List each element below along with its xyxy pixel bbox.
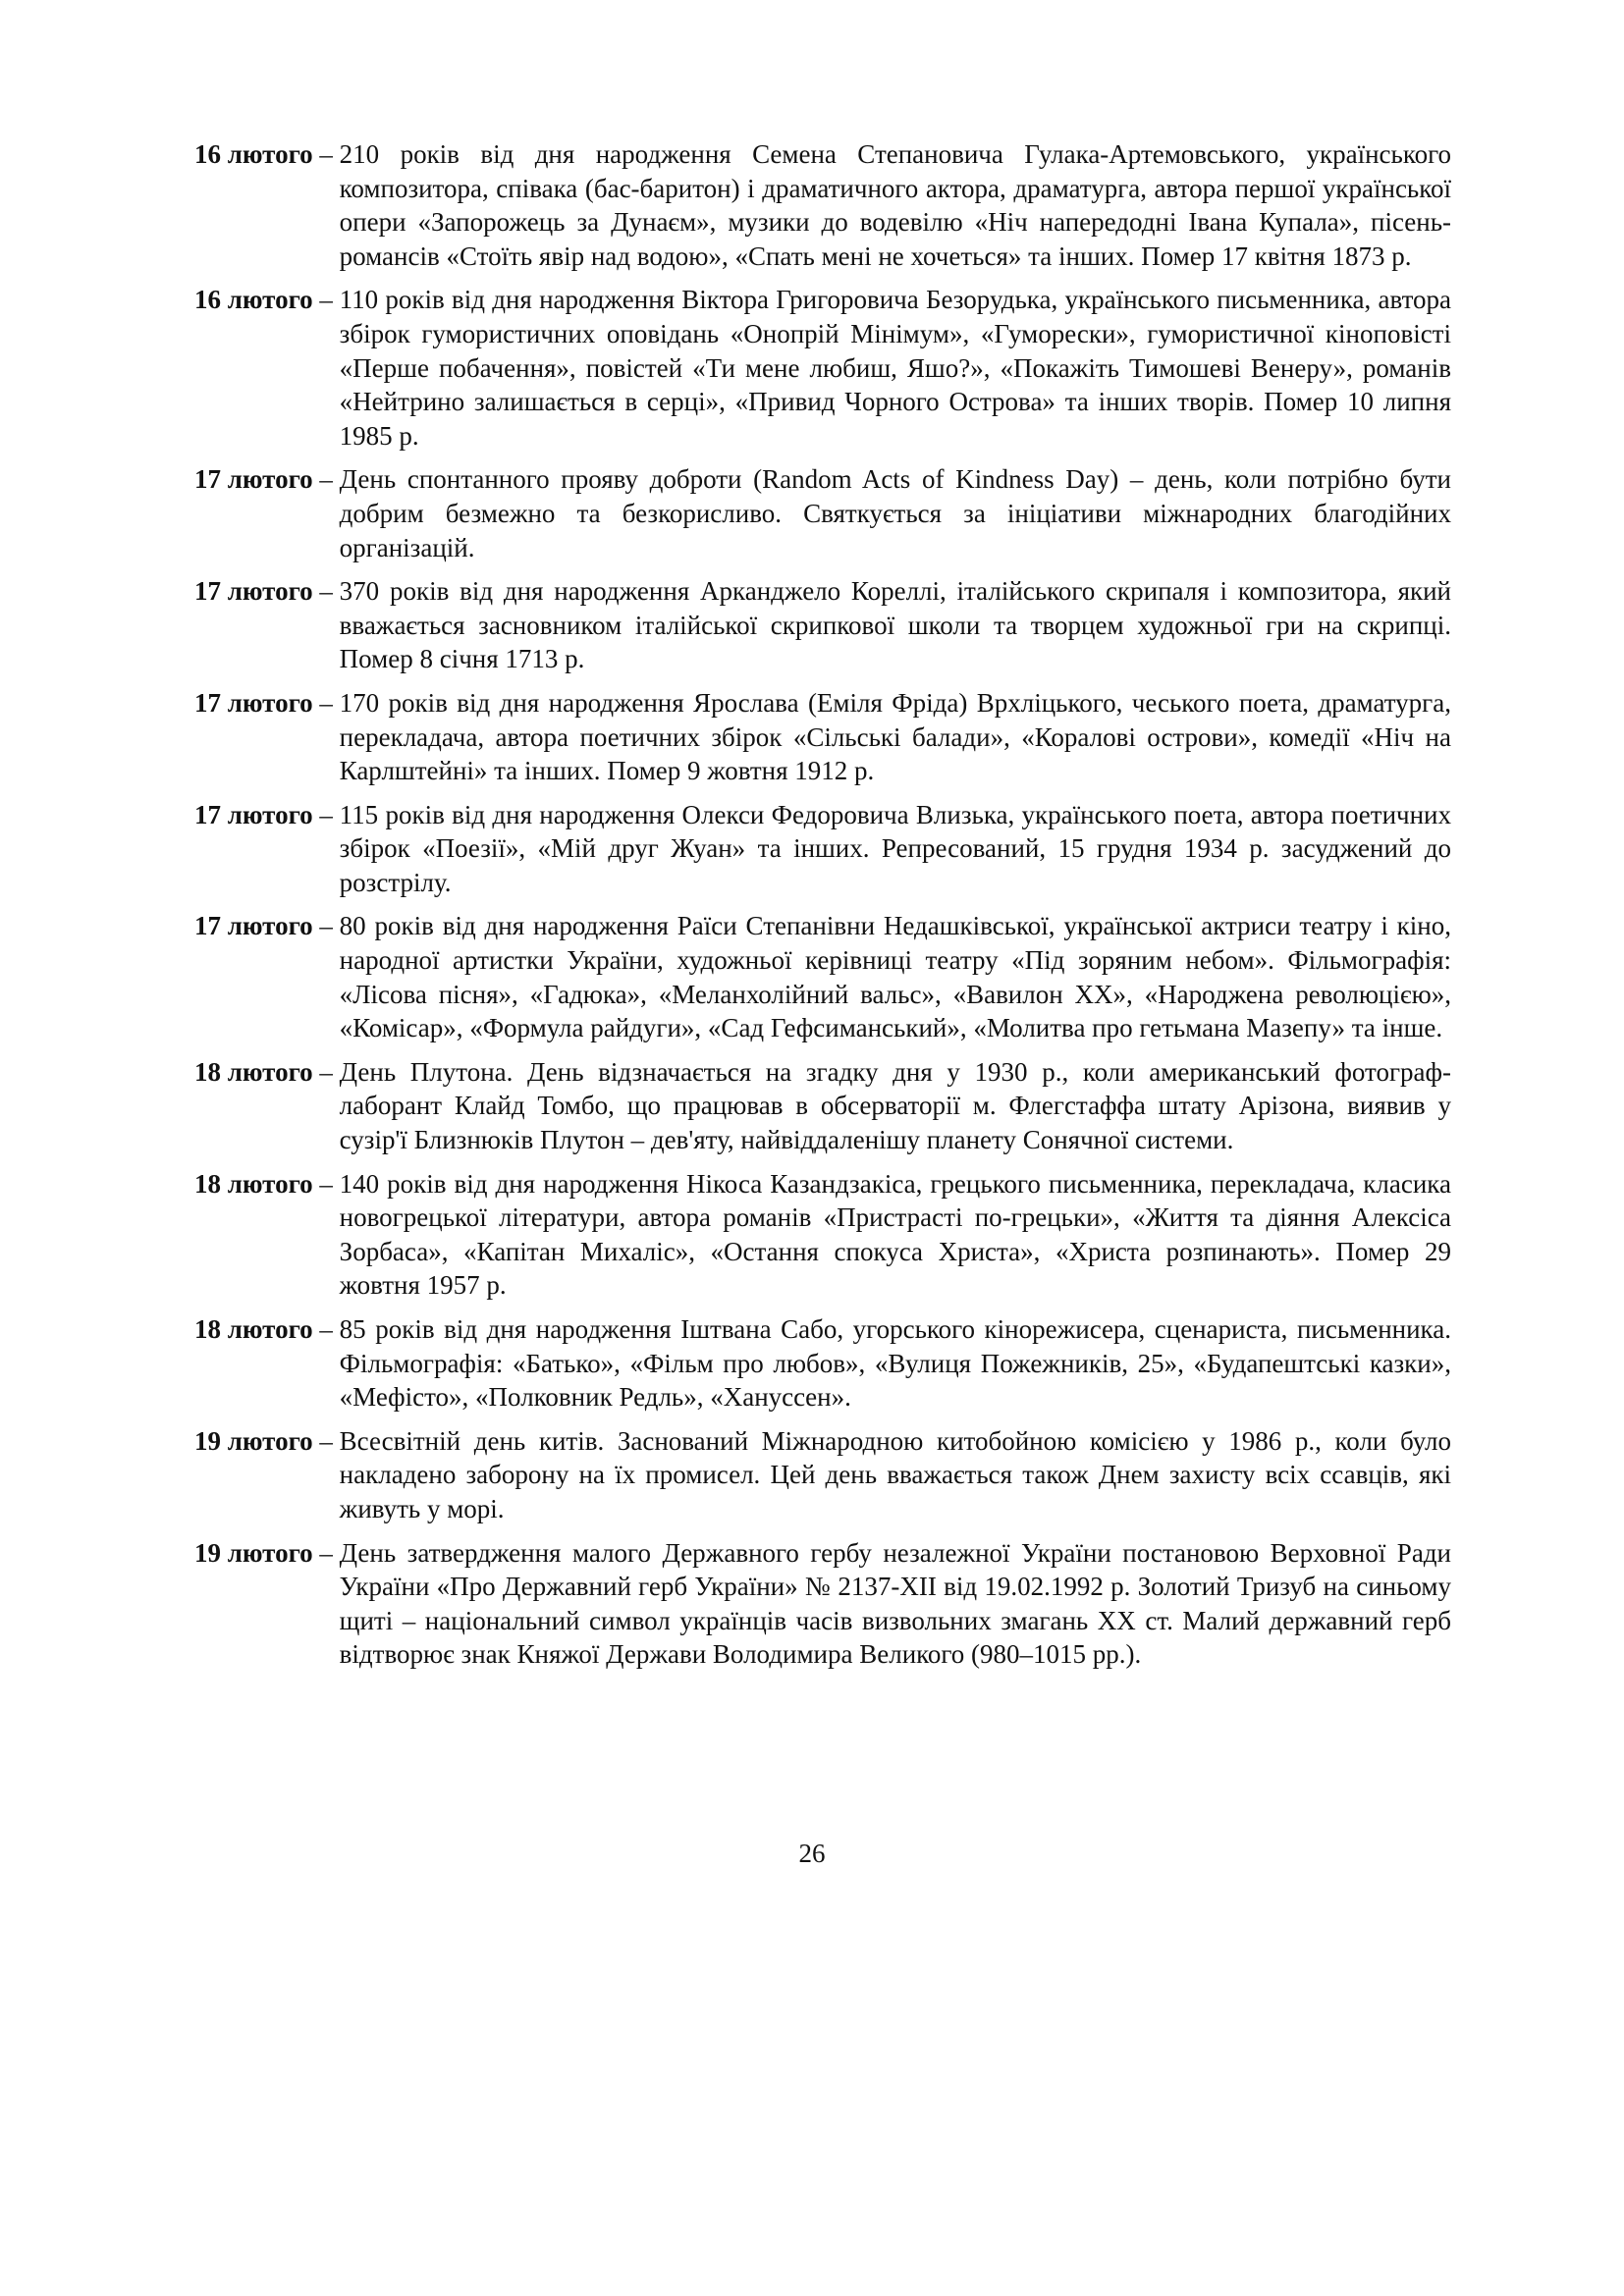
entry-date: 18 лютого xyxy=(194,1314,313,1344)
entry-text: 110 років від дня народження Віктора Григоровича Безорудька, українського письменника, автора збірок гумористичних оповідань «Онопрій Мінімум», «Гуморески», гумористичної кіноповісті «Перше побачення», повістей «Ти мене любиш, Яшо?», «Покажіть Тимошеві Венеру», романів «Нейтрино залишається в серці», «Привид Чорного Острова» та інших творів. Помер 10 липня 1985 р. xyxy=(339,285,1451,451)
entry-date: 16 лютого xyxy=(194,285,313,315)
entry-text: 115 років від дня народження Олекси Федоровича Влизька, українського поета, автора поетичних збірок «Поезії», «Мій друг Жуан» та інших. Репресований, 15 грудня 1934 р. засуджений до розстрілу. xyxy=(339,799,1451,897)
entry-dash: – xyxy=(312,1425,340,1456)
entry-dash: – xyxy=(312,1056,340,1087)
calendar-entry xyxy=(194,283,1451,453)
calendar-entry xyxy=(194,798,1451,900)
entry-dash: – xyxy=(312,1314,340,1344)
entry-text: 370 років від дня народження Арканджело Кореллі, італійського скрипаля і композитора, який вважається засновником італійської скрипкової школи та творцем художньої гри на скрипці. Помер 8 січня 1713 р. xyxy=(339,576,1451,674)
entry-text: 170 років від дня народження Ярослава (Еміля Фріда) Врхліцького, чеського поета, драматурга, перекладача, автора поетичних збірок «Сільські балади», «Коралові острови», комедії «Ніч на Карлштейні» та інших. Помер 9 жовтня 1912 р. xyxy=(339,687,1451,786)
entry-dash: – xyxy=(312,139,340,169)
calendar-entry xyxy=(194,1312,1451,1415)
entry-date: 18 лютого xyxy=(194,1168,313,1199)
calendar-entry xyxy=(194,909,1451,1044)
entry-text: 85 років від дня народження Іштвана Сабо, угорського кінорежисера, сценариста, письменника. Фільмографія: «Батько», «Фільм про любов», «Вулиця Пожежників, 25», «Будапештські казки», «Мефісто», «Полковник Редль», «Ханусcен». xyxy=(339,1314,1451,1413)
entry-dash: – xyxy=(312,1537,340,1568)
entry-date: 17 лютого xyxy=(194,799,313,829)
calendar-page xyxy=(194,137,1451,1682)
entry-text: День спонтанного прояву доброти (Random Acts of Kindness Day) – день, коли потрібно бути добрим безмежно та безкорисливо. Святкується за ініціативи міжнародних благодійних організацій. xyxy=(339,464,1451,562)
entry-dash: – xyxy=(312,464,340,495)
calendar-entry xyxy=(194,574,1451,676)
entry-text: День Плутона. День відзначається на згадку дня у 1930 р., коли американський фотограф-лаборант Клайд Томбо, що працював в обсерваторії м. Флегстаффа штату Арізона, виявив у сузір'ї Близнюків Плутон – дев'яту, найвіддаленішу планету Сонячної системи. xyxy=(339,1056,1451,1155)
entry-dash: – xyxy=(312,576,340,607)
entry-date: 19 лютого xyxy=(194,1537,313,1568)
entry-date: 17 лютого xyxy=(194,911,313,941)
calendar-entry xyxy=(194,1424,1451,1526)
entry-date: 19 лютого xyxy=(194,1425,313,1456)
calendar-entry xyxy=(194,137,1451,273)
calendar-entry xyxy=(194,1055,1451,1157)
entry-date: 17 лютого xyxy=(194,464,313,495)
entry-date: 17 лютого xyxy=(194,576,313,607)
entry-date: 16 лютого xyxy=(194,139,313,169)
entry-date: 18 лютого xyxy=(194,1056,313,1087)
entry-text: 210 років від дня народження Семена Степановича Гулака-Артемовського, українського композитора, співака (бас-баритон) і драматичного актора, драматурга, автора першої української опери «Запорожець за Дунаєм», музики до водевілю «Ніч напередодні Івана Купала», пісень-романсів «Стоїть явір над водою», «Спать мені не хочеться» та інших. Помер 17 квітня 1873 р. xyxy=(339,139,1451,271)
entry-text: Всесвітній день китів. Заснований Міжнародною китобойною комісією у 1986 р., коли було накладено заборону на їх промисел. Цей день вважається також Днем захисту всіх ссавців, які живуть у морі. xyxy=(339,1425,1451,1523)
entry-text: 80 років від дня народження Раїси Степанівни Недашківської, української актриси театру і кіно, народної артистки України, художньої керівниці театру «Під зоряним небом». Фільмографія: «Лісова пісня», «Гадюка», «Меланхолійний вальс», «Вавилон ХХ», «Народжена революцією», «Комісар», «Формула райдуги», «Сад Гефсиманський», «Молитва про гетьмана Мазепу» та інше. xyxy=(339,911,1451,1043)
entry-dash: – xyxy=(312,1168,340,1199)
calendar-entry xyxy=(194,686,1451,788)
entry-dash: – xyxy=(312,799,340,829)
entry-text: День затвердження малого Державного гербу незалежної України постановою Верховної Ради України «Про Державний герб України» № 2137-XII від 19.02.1992 р. Золотий Тризуб на синьому щиті – національний символ українців часів визвольних змагань XX ст. Малий державний герб відтворює знак Княжої Держави Володимира Великого (980–1015 рр.). xyxy=(339,1537,1451,1670)
entry-dash: – xyxy=(312,687,340,718)
calendar-entry xyxy=(194,1167,1451,1303)
entry-dash: – xyxy=(312,911,340,941)
entry-text: 140 років від дня народження Нікоса Казандзакіса, грецького письменника, перекладача, класика новогрецької літератури, автора романів «Пристрасті по-грецьки», «Життя та діяння Алексіса Зорбаса», «Капітан Михаліс», «Остання спокуса Христа», «Христа розпинають». Помер 29 жовтня 1957 р. xyxy=(339,1168,1451,1301)
page-number: 26 xyxy=(798,1839,826,1868)
calendar-entry xyxy=(194,462,1451,564)
calendar-entry xyxy=(194,1536,1451,1672)
entry-date: 17 лютого xyxy=(194,687,313,718)
entry-dash: – xyxy=(312,285,340,315)
